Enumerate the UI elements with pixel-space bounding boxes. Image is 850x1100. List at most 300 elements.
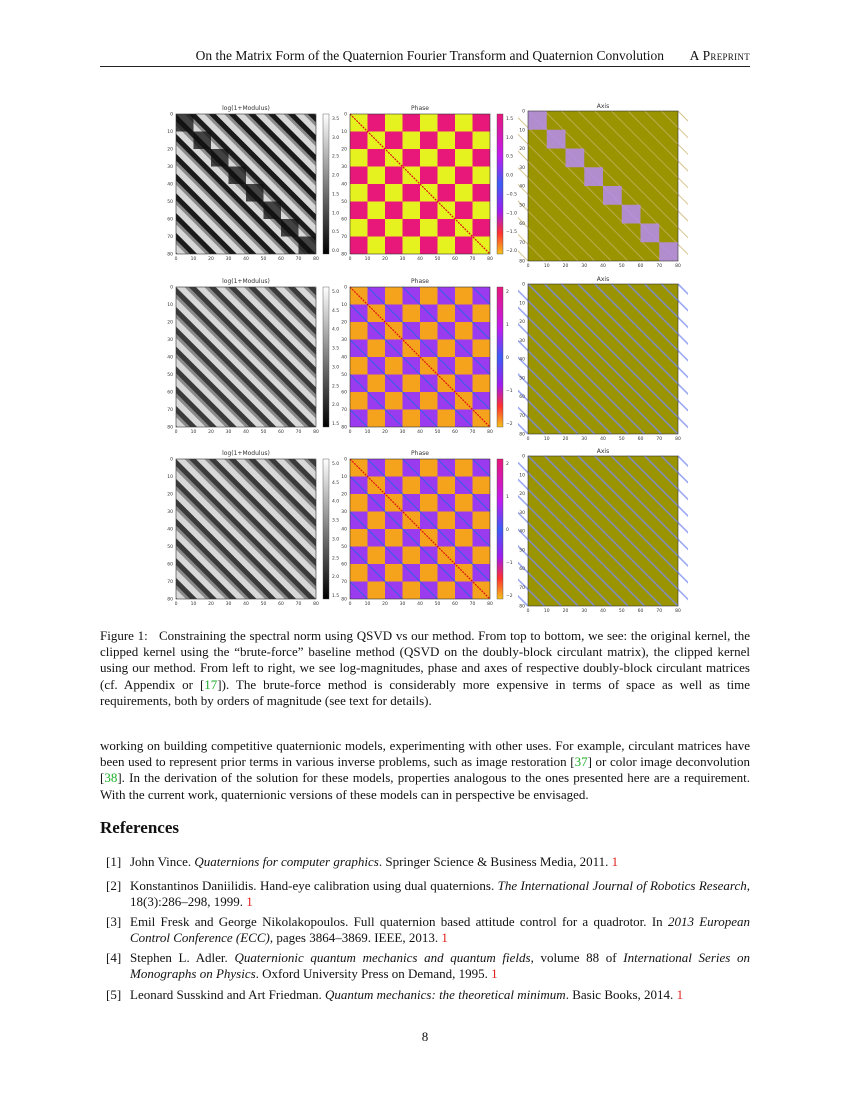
x-tick-label: 10 <box>190 257 197 262</box>
reference-title: Quaternions for computer graphics <box>194 854 379 869</box>
phase-block <box>473 184 491 202</box>
y-tick-label: 20 <box>167 320 173 326</box>
phase-block <box>385 237 403 255</box>
x-tick-label: 30 <box>399 430 406 435</box>
phase-panel <box>338 105 528 265</box>
para-text-3: ]. In the derivation of the solution for these models, properties analogous to the ones presented here are a requirement. With the current work, quaternionic versions of these models can in perspective be envisaged. <box>100 770 750 802</box>
colorbar-tick-label: 2.5 <box>332 556 340 562</box>
x-tick-label: 40 <box>417 257 423 262</box>
phase-block <box>455 132 473 150</box>
diagonal-block <box>641 224 660 243</box>
x-tick-label: 40 <box>243 257 249 262</box>
x-tick-label: 70 <box>656 609 663 614</box>
reference-details: , 18(3):286–298, 1999. <box>130 878 750 910</box>
colorbar-tick-label: 3.5 <box>332 346 340 352</box>
phase-block <box>385 202 403 220</box>
phase-block <box>438 114 456 132</box>
y-tick-label: 50 <box>167 545 173 550</box>
x-tick-label: 30 <box>581 437 588 442</box>
colorbar-tick-label: 5.0 <box>332 462 340 467</box>
x-tick-label: 20 <box>208 430 214 435</box>
reference-title: Quaternionic quantum mechanics and quantum fields <box>234 950 531 965</box>
reference-item <box>100 950 750 982</box>
phase-block <box>420 202 438 220</box>
y-tick-label: 40 <box>341 527 347 533</box>
colorbar-tick-label: −1.0 <box>506 211 517 217</box>
caption-citation-link[interactable]: 17 <box>204 676 218 692</box>
colorbar-tick-label: 1.0 <box>506 135 514 141</box>
diagonal-block <box>264 202 282 220</box>
x-tick-label: 10 <box>543 264 550 269</box>
phase-block <box>420 167 438 185</box>
x-tick-label: 60 <box>452 257 458 262</box>
citation-link-38[interactable]: 38 <box>104 770 118 786</box>
y-tick-label: 40 <box>167 182 173 188</box>
y-tick-label: 80 <box>341 425 347 431</box>
colorbar-tick-label: 4.0 <box>332 327 340 333</box>
panel-title: Axis <box>596 448 610 455</box>
x-tick-label: 50 <box>434 430 441 435</box>
reference-item <box>100 914 750 946</box>
y-tick-label: 20 <box>519 320 525 325</box>
x-tick-label: 80 <box>675 609 681 614</box>
phase-block <box>473 114 491 132</box>
y-tick-label: 60 <box>519 395 525 400</box>
y-tick-label: 70 <box>519 585 525 591</box>
diagonal-block <box>211 149 229 167</box>
y-tick-label: 50 <box>341 373 347 378</box>
log-colorbar <box>323 287 329 427</box>
y-tick-label: 30 <box>167 338 173 343</box>
panel-title: Phase <box>411 105 429 112</box>
colorbar-tick-label: 0 <box>506 356 509 361</box>
y-tick-label: 80 <box>167 597 173 603</box>
phase-block <box>350 132 368 150</box>
y-tick-label: 50 <box>519 548 525 554</box>
y-tick-label: 10 <box>519 301 525 307</box>
y-tick-label: 10 <box>167 130 173 135</box>
colorbar-tick-label: 4.5 <box>332 308 340 314</box>
x-tick-label: 70 <box>469 430 476 435</box>
y-tick-label: 30 <box>519 338 525 344</box>
x-tick-label: 70 <box>295 430 302 435</box>
colorbar-tick-label: −0.5 <box>506 192 517 198</box>
y-tick-label: 50 <box>519 203 525 209</box>
y-tick-label: 50 <box>341 200 347 205</box>
y-tick-label: 40 <box>167 355 173 361</box>
y-tick-label: 30 <box>167 510 173 515</box>
colorbar-tick-label: 1 <box>506 323 509 328</box>
x-tick-label: 0 <box>526 264 530 269</box>
x-tick-label: 10 <box>543 609 550 614</box>
y-tick-label: 40 <box>341 355 347 361</box>
x-tick-label: 40 <box>600 264 606 269</box>
reference-item <box>100 854 750 870</box>
diagonal-block <box>176 114 194 132</box>
y-tick-label: 80 <box>341 597 347 603</box>
phase-block <box>438 149 456 167</box>
y-tick-label: 40 <box>519 184 525 190</box>
x-tick-label: 20 <box>382 602 388 607</box>
axis-panel <box>518 104 688 272</box>
x-tick-label: 30 <box>225 602 232 607</box>
phase-block <box>385 167 403 185</box>
colorbar-tick-label: −2 <box>506 422 513 427</box>
y-tick-label: 60 <box>341 217 347 223</box>
diagonal-block <box>194 132 212 150</box>
colorbar-tick-label: 0.0 <box>506 173 514 179</box>
reference-details: . Basic Books, 2014. <box>565 987 677 1002</box>
y-tick-label: 10 <box>167 475 173 480</box>
log-modulus-heatmap <box>176 459 316 599</box>
x-tick-label: 50 <box>618 437 625 442</box>
phase-block <box>473 149 491 167</box>
y-tick-label: 70 <box>341 580 347 585</box>
x-tick-label: 20 <box>562 264 569 269</box>
phase-block <box>350 167 368 185</box>
log-modulus-heatmap <box>176 287 316 427</box>
x-tick-label: 10 <box>190 430 197 435</box>
x-tick-label: 10 <box>364 257 371 262</box>
reference-title: 2013 European Control Conference (ECC) <box>130 914 751 946</box>
colorbar-tick-label: −2 <box>506 594 513 599</box>
x-tick-label: 60 <box>452 602 458 607</box>
colorbar-tick-label: 2.0 <box>332 403 340 409</box>
x-tick-label: 70 <box>295 602 302 607</box>
y-tick-label: 0 <box>344 285 347 291</box>
y-tick-label: 20 <box>341 320 347 326</box>
x-tick-label: 50 <box>260 602 267 607</box>
reference-title: The International Journal of Robotics Research <box>497 878 747 893</box>
y-tick-label: 0 <box>522 454 525 460</box>
x-tick-label: 20 <box>208 602 214 607</box>
x-tick-label: 0 <box>174 430 178 435</box>
y-tick-label: 0 <box>522 282 525 288</box>
y-tick-label: 40 <box>519 357 525 363</box>
phase-panel <box>338 278 528 438</box>
panel-title: Axis <box>596 103 610 110</box>
y-tick-label: 80 <box>167 425 173 431</box>
diagonal-block <box>547 130 566 149</box>
y-tick-label: 80 <box>519 432 525 438</box>
para-text-2: ] or color image deconvolution [ <box>100 754 751 786</box>
y-tick-label: 30 <box>519 510 525 516</box>
x-tick-label: 0 <box>348 257 352 262</box>
y-tick-label: 10 <box>519 473 525 479</box>
y-tick-label: 70 <box>167 408 173 413</box>
log-modulus-panel <box>164 105 354 265</box>
reference-series: International Series on Monographs on Physics <box>130 950 750 982</box>
phase-block <box>455 202 473 220</box>
reference-details: . Oxford University Press on Demand, 1995. <box>255 966 492 982</box>
panel-title: log(1+Modulus) <box>222 450 270 457</box>
panel-title: Axis <box>596 276 610 283</box>
y-tick-label: 20 <box>341 492 347 498</box>
colorbar-tick-label: 2.5 <box>332 154 340 160</box>
x-tick-label: 10 <box>364 602 371 607</box>
colorbar-tick-label: 5.0 <box>332 290 340 295</box>
x-tick-label: 30 <box>581 609 588 614</box>
reference-title: Quantum mechanics: the theoretical minimum <box>324 987 566 1002</box>
y-tick-label: 40 <box>341 182 347 188</box>
y-tick-label: 60 <box>519 222 525 227</box>
x-tick-label: 0 <box>348 602 352 607</box>
colorbar-tick-label: 1 <box>506 495 509 500</box>
panel-title: log(1+Modulus) <box>222 105 270 112</box>
x-tick-label: 40 <box>243 430 249 435</box>
y-tick-label: 0 <box>344 112 347 118</box>
y-tick-label: 70 <box>341 408 347 413</box>
x-tick-label: 10 <box>190 602 197 607</box>
page-number: 8 <box>421 1029 429 1044</box>
x-tick-label: 60 <box>278 430 284 435</box>
x-tick-label: 30 <box>581 264 588 269</box>
y-tick-label: 20 <box>167 147 173 153</box>
para-text-1: working on building competitive quaternionic models, experimenting with other uses. For example, circulant matrices have been used to represent prior terms in various inverse problems, such as image restoration [ <box>100 738 750 770</box>
reference-item <box>100 878 750 910</box>
y-tick-label: 10 <box>341 475 347 480</box>
colorbar-tick-label: 1.5 <box>332 192 340 198</box>
phase-block <box>455 167 473 185</box>
x-tick-label: 80 <box>675 264 681 269</box>
x-tick-label: 10 <box>543 437 550 442</box>
phase-colorbar <box>497 114 503 254</box>
y-tick-label: 0 <box>170 457 173 463</box>
backref-link[interactable]: 1 <box>611 854 619 869</box>
y-tick-label: 0 <box>522 109 525 115</box>
phase-block <box>420 237 438 255</box>
x-tick-label: 60 <box>637 437 644 442</box>
y-tick-label: 0 <box>344 457 347 463</box>
y-tick-label: 60 <box>167 390 173 396</box>
reference-details: , volume 88 of <box>530 950 624 965</box>
y-tick-label: 60 <box>167 217 173 223</box>
y-tick-label: 60 <box>167 562 173 568</box>
x-tick-label: 50 <box>434 257 441 262</box>
diagonal-block <box>584 167 603 186</box>
diagonal-block <box>566 149 585 168</box>
diagonal-block <box>299 237 317 255</box>
colorbar-tick-label: −1 <box>506 561 513 566</box>
reference-authors: John Vince. <box>130 854 195 869</box>
backref-link[interactable]: 1 <box>441 930 448 946</box>
colorbar-tick-label: 0 <box>506 528 509 533</box>
colorbar-tick-label: 2 <box>506 462 509 467</box>
phase-block <box>368 219 386 237</box>
reference-authors: Emil Fresk and George Nikolakopoulos. Full quaternion based attitude control for a quadrotor. In <box>130 914 668 929</box>
x-tick-label: 50 <box>434 602 441 607</box>
y-tick-label: 50 <box>341 545 347 550</box>
y-tick-label: 10 <box>341 303 347 308</box>
phase-block <box>473 219 491 237</box>
backref-link[interactable]: 1 <box>676 987 684 1002</box>
reference-number: [3] <box>106 914 122 929</box>
diagonal-block <box>281 219 299 237</box>
reference-number: [4] <box>106 950 122 965</box>
phase-block <box>403 149 421 167</box>
reference-number: [2] <box>106 878 122 893</box>
backref-link[interactable]: 1 <box>246 894 253 910</box>
colorbar-tick-label: −1.5 <box>506 230 517 236</box>
x-tick-label: 30 <box>225 430 232 435</box>
phase-block <box>403 219 421 237</box>
x-tick-label: 70 <box>656 264 663 269</box>
colorbar-tick-label: 3.5 <box>332 518 340 524</box>
x-tick-label: 40 <box>600 609 606 614</box>
colorbar-tick-label: 1.5 <box>332 422 340 427</box>
caption-text-2: ]). The brute-force method is considerably more expensive in terms of space as well as time requirements, both by orders of magnitude (see text for details). <box>100 676 751 708</box>
colorbar-tick-label: −1 <box>506 389 513 394</box>
x-tick-label: 70 <box>469 257 476 262</box>
y-tick-label: 30 <box>167 165 173 170</box>
header-tag: A Preprint <box>689 48 750 63</box>
colorbar-tick-label: 4.0 <box>332 499 340 505</box>
y-tick-label: 10 <box>341 130 347 135</box>
colorbar-tick-label: 1.0 <box>332 211 340 217</box>
y-tick-label: 0 <box>170 285 173 291</box>
phase-block <box>368 149 386 167</box>
phase-block <box>420 132 438 150</box>
reference-authors: Stephen L. Adler. <box>130 950 235 965</box>
citation-link-37[interactable]: 37 <box>574 754 588 770</box>
x-tick-label: 60 <box>637 264 644 269</box>
body-paragraph <box>100 738 750 803</box>
y-tick-label: 10 <box>167 303 173 308</box>
y-tick-label: 0 <box>170 112 173 118</box>
y-tick-label: 80 <box>519 259 525 265</box>
reference-details: . Springer Science & Business Media, 2011. <box>378 854 612 869</box>
colorbar-tick-label: 2.5 <box>332 384 340 390</box>
phase-block <box>350 202 368 220</box>
colorbar-tick-label: 3.5 <box>332 117 340 122</box>
y-tick-label: 20 <box>519 492 525 497</box>
y-tick-label: 40 <box>519 529 525 535</box>
reference-item <box>100 987 750 1003</box>
y-tick-label: 50 <box>167 200 173 205</box>
y-tick-label: 30 <box>341 510 347 515</box>
x-tick-label: 10 <box>364 430 371 435</box>
reference-number: [1] <box>106 854 122 869</box>
x-tick-label: 50 <box>618 264 625 269</box>
x-tick-label: 50 <box>618 609 625 614</box>
phase-block <box>385 132 403 150</box>
diagonal-block <box>229 167 247 185</box>
phase-block <box>350 237 368 255</box>
x-tick-label: 20 <box>562 437 569 442</box>
x-tick-label: 70 <box>469 602 476 607</box>
phase-block <box>368 184 386 202</box>
y-tick-label: 30 <box>341 165 347 170</box>
x-tick-label: 20 <box>382 430 388 435</box>
x-tick-label: 30 <box>399 602 406 607</box>
reference-authors: Konstantinos Daniilidis. Hand-eye calibration using dual quaternions. <box>130 878 498 893</box>
y-tick-label: 20 <box>167 492 173 498</box>
y-tick-label: 70 <box>167 580 173 585</box>
colorbar-tick-label: 3.0 <box>332 135 340 141</box>
colorbar-tick-label: 2.0 <box>332 173 340 179</box>
x-tick-label: 60 <box>452 430 458 435</box>
colorbar-tick-label: 3.0 <box>332 537 340 543</box>
colorbar-tick-label: 1.5 <box>506 117 514 122</box>
x-tick-label: 0 <box>174 602 178 607</box>
phase-block <box>438 219 456 237</box>
diagonal-block <box>659 242 678 261</box>
diagonal-block <box>622 205 641 224</box>
x-tick-label: 0 <box>526 609 530 614</box>
y-tick-label: 30 <box>519 165 525 171</box>
diagonal-block <box>246 184 264 202</box>
colorbar-tick-label: 3.0 <box>332 365 340 371</box>
x-tick-label: 0 <box>348 430 352 435</box>
reference-number: [5] <box>106 987 122 1002</box>
panel-title: Phase <box>411 278 429 285</box>
phase-panel <box>338 450 528 610</box>
phase-block <box>403 114 421 132</box>
x-tick-label: 0 <box>526 437 530 442</box>
x-tick-label: 80 <box>313 430 319 435</box>
x-tick-label: 20 <box>208 257 214 262</box>
x-tick-label: 30 <box>225 257 232 262</box>
y-tick-label: 70 <box>341 235 347 240</box>
phase-block <box>438 184 456 202</box>
caption-label: Figure 1: <box>100 628 148 643</box>
figure-caption <box>100 628 750 709</box>
y-tick-label: 70 <box>519 240 525 246</box>
x-tick-label: 80 <box>487 430 493 435</box>
x-tick-label: 30 <box>399 257 406 262</box>
y-tick-label: 80 <box>167 252 173 258</box>
x-tick-label: 50 <box>260 430 267 435</box>
phase-colorbar <box>497 459 503 599</box>
reference-authors: Leonard Susskind and Art Friedman. <box>130 987 325 1002</box>
phase-colorbar <box>497 287 503 427</box>
y-tick-label: 10 <box>519 128 525 134</box>
x-tick-label: 70 <box>656 437 663 442</box>
x-tick-label: 40 <box>600 437 606 442</box>
colorbar-tick-label: 4.5 <box>332 480 340 486</box>
y-tick-label: 80 <box>519 604 525 610</box>
colorbar-tick-label: −2.0 <box>506 249 517 254</box>
colorbar-tick-label: 0.5 <box>506 154 514 160</box>
diagonal-block <box>528 111 547 130</box>
y-tick-label: 20 <box>519 147 525 152</box>
y-tick-label: 50 <box>519 376 525 382</box>
backref-link[interactable]: 1 <box>491 966 498 982</box>
panel-title: Phase <box>411 450 429 457</box>
phase-block <box>455 237 473 255</box>
colorbar-tick-label: 0.0 <box>332 249 340 254</box>
y-tick-label: 70 <box>519 413 525 419</box>
x-tick-label: 40 <box>417 602 423 607</box>
y-tick-label: 60 <box>341 390 347 396</box>
x-tick-label: 20 <box>382 257 388 262</box>
y-tick-label: 80 <box>341 252 347 258</box>
axis-panel <box>518 449 688 617</box>
y-tick-label: 60 <box>341 562 347 568</box>
x-tick-label: 70 <box>295 257 302 262</box>
x-tick-label: 60 <box>637 609 644 614</box>
x-tick-label: 80 <box>313 602 319 607</box>
log-modulus-panel <box>164 278 354 438</box>
colorbar-tick-label: 2.0 <box>332 575 340 581</box>
x-tick-label: 50 <box>260 257 267 262</box>
x-tick-label: 20 <box>562 609 569 614</box>
log-modulus-panel <box>164 450 354 610</box>
y-tick-label: 70 <box>167 235 173 240</box>
y-tick-label: 40 <box>167 527 173 533</box>
x-tick-label: 80 <box>313 257 319 262</box>
axis-panel <box>518 277 688 445</box>
